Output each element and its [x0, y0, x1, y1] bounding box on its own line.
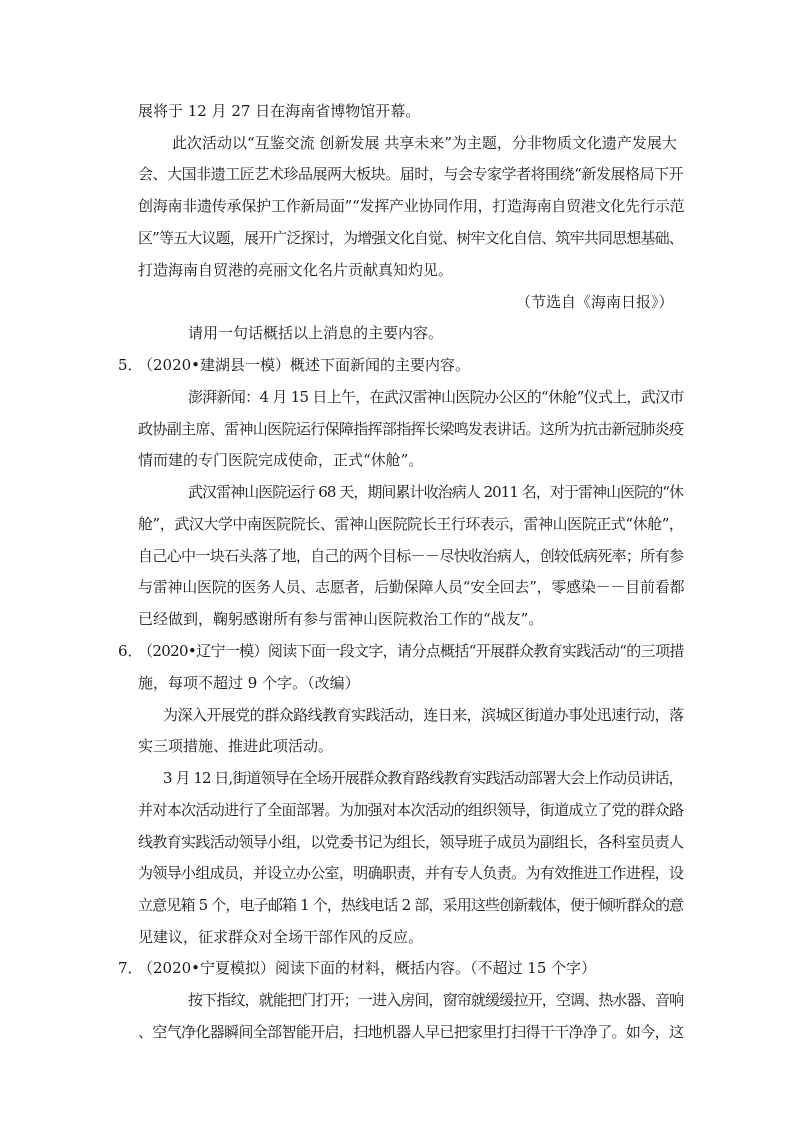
text-line: 已经做到，鞠躬感谢所有参与雷神山医院救治工作的“战友”。	[138, 610, 544, 628]
text-line: 展将于 12 月 27 日在海南省博物馆开幕。	[138, 102, 421, 120]
text-line: 与雷神山医院的医务人员、志愿者，后勤保障人员“安全回去”，零感染－－目前看都	[138, 578, 685, 596]
text-line: 为深入开展党的群众路线教育实践活动，连日来，滨城区街道办事处迅速行动，落	[163, 706, 684, 724]
source-citation: （节选自《海南日报》）	[516, 293, 674, 311]
text-line: 施，每项不超过 9 个字。（改编）	[138, 674, 360, 692]
text-line: 舱”，武汉大学中南医院院长、雷神山医院院长王行环表示，雷神山医院正式“休舱”，	[138, 515, 684, 533]
question-header: （2020•辽宁一模）阅读下面一段文字，请分点概括“开展群众教育实践活动“的三项措	[138, 642, 684, 660]
text-line: 实三项措施、推进此项活动。	[138, 737, 334, 755]
text-line: 政协副主席、雷神山医院运行保障指挥部指挥长梁鸣发表讲话。这所为抗击新冠肺炎疫	[138, 420, 684, 438]
text-line: 见建议，征求群众对全场干部作风的反应。	[138, 928, 424, 946]
text-line: 会、大国非遗工匠艺术珍品展两大板块。届时，与会专家学者将围绕“新发展格局下开	[138, 165, 684, 183]
text-line: 立意见箱 5 个，电子邮箱 1 个，热线电话 2 部，采用这些创新载体，便于倾听群众的意	[138, 896, 684, 914]
question-prompt: 请用一句话概括以上消息的主要内容。	[188, 324, 444, 342]
question-number: 5．	[118, 356, 143, 374]
question-number: 7．	[118, 959, 143, 977]
text-line: 澎湃新闻：4 月 15 日上午，在武汉雷神山医院办公区的“休舱”仪式上，武汉市	[188, 388, 684, 406]
question-header: （2020•建湖县一模）概述下面新闻的主要内容。	[138, 356, 471, 374]
text-line: 并对本次活动进行了全面部署。为加强对本次活动的组织领导，街道成立了党的群众路	[138, 801, 684, 819]
text-line: 武汉雷神山医院运行 68 天，期间累计收治病人 2011 名，对于雷神山医院的“休	[188, 483, 684, 501]
text-line: 3 月 12 日,街道领导在全场开展群众教育路线教育实践活动部署大会上作动员讲话，	[163, 769, 683, 787]
text-line: 、空气净化器瞬间全部智能开启，扫地机器人早已把家里打扫得干干净净了。如今，这	[138, 1023, 684, 1041]
text-line: 区”等五大议题，展开广泛探讨，为增强文化自觉、树牢文化自信、筑牢共同思想基础、	[138, 229, 683, 247]
text-line: 线教育实践活动领导小组，以党委书记为组长，领导班子成员为副组长，各科室员责人	[138, 833, 684, 851]
text-line: 为领导小组成员，并设立办公室，明确职责，并有专人负责。为有效推进工作进程，设	[138, 864, 684, 882]
text-line: 创海南非遗传承保护工作新局面”“发挥产业协同作用，打造海南自贸港文化先行示范	[138, 197, 685, 215]
text-line: 此次活动以“互鉴交流 创新发展 共享未来”为主题，分非物质文化遗产发展大	[172, 134, 677, 152]
question-header: （2020•宁夏模拟）阅读下面的材料，概括内容。（不超过 15 个字）	[138, 959, 597, 977]
text-line: 自己心中一块石头落了地，自己的两个目标－－尽快收治病人，创较低病死率；所有参	[138, 547, 684, 565]
text-line: 按下指纹，就能把门打开；一进入房间，窗帘就缓缓拉开，空调、热水器、音响	[188, 991, 684, 1009]
text-line: 打造海南自贸港的亮丽文化名片贡献真知灼见。	[138, 261, 454, 279]
text-line: 情而建的专门医院完成使命，正式“休舱”。	[138, 451, 424, 469]
question-number: 6．	[118, 642, 143, 660]
